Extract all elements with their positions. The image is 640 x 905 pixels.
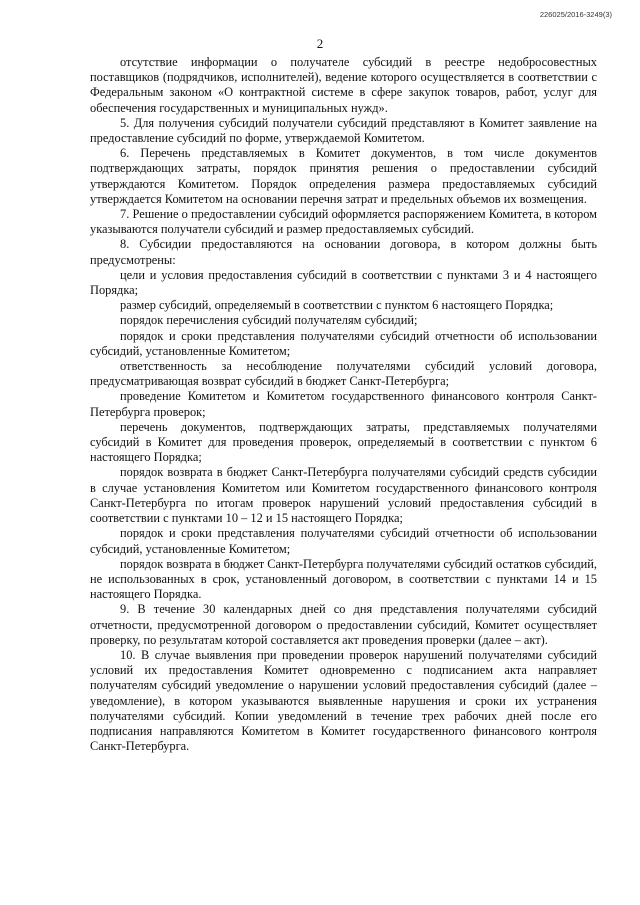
document-body xyxy=(90,55,597,754)
paragraph-5: 5. Для получения субсидий получатели субсидий представляют в Комитет заявление на предоставление субсидий по форме, утверждаемой Комитетом. xyxy=(90,115,597,146)
list-item: цели и условия предоставления субсидий в соответствии с пунктами 3 и 4 настоящего Порядка; xyxy=(90,267,597,298)
list-item: ответственность за несоблюдение получателями субсидий условий договора, предусматривающая возврат субсидий в бюджет Санкт-Петербурга; xyxy=(90,359,597,389)
paragraph-continuation: отсутствие информации о получателе субсидий в реестре недобросовестных поставщиков (подрядчиков, исполнителей), ведение которого осуществляется в соответствии с Федеральным законом «О контрактной системе в сфере закупок товаров, работ, услуг для обеспечения государственных и муниципальных нужд». xyxy=(90,55,597,115)
paragraph-8: 8. Субсидии предоставляются на основании договора, в котором должны быть предусмотрены: xyxy=(90,237,597,267)
list-item: порядок и сроки представления получателями субсидий отчетности об использовании субсидий, установленные Комитетом; xyxy=(90,328,597,358)
paragraph-10: 10. В случае выявления при проведении проверок нарушений получателями субсидий условий их предоставления Комитет одновременно с подписанием акта направляет получателям субсидий уведомление о нарушении условий предоставления субсидий (далее – уведомление), в котором указываются выявленные нарушения и сроки их устранения получателями субсидий. Копии уведомлений в течение трех рабочих дней после его подписания направляются Комитетом в Комитет государственного финансового контроля Санкт-Петербурга. xyxy=(90,647,597,754)
list-item: проведение Комитетом и Комитетом государственного финансового контроля Санкт-Петербурга проверок; xyxy=(90,389,597,419)
list-item: порядок возврата в бюджет Санкт-Петербурга получателями субсидий средств субсидии в случае установления Комитетом или Комитетом государственного финансового контроля Санкт-Петербурга по итогам проверок нарушений условий предоставления субсидий в соответствии с пунктами 10 – 12 и 15 настоящего Порядка; xyxy=(90,465,597,526)
list-item: порядок перечисления субсидий получателям субсидий; xyxy=(120,313,418,328)
list-item: размер субсидий, определяемый в соответствии с пунктом 6 настоящего Порядка; xyxy=(120,298,554,313)
paragraph-7: 7. Решение о предоставлении субсидий оформляется распоряжением Комитета, в котором указываются получатели субсидий и размер предоставляемых субсидий. xyxy=(90,207,597,237)
paragraph-9: 9. В течение 30 календарных дней со дня представления получателями субсидий отчетности, предусмотренной договором о предоставлении субсидий, Комитет осуществляет проверку, по результатам которой составляется акт проведения проверки (далее – акт). xyxy=(90,602,597,647)
document-id: 226025/2016-3249(3) xyxy=(539,10,612,19)
page-number: 2 xyxy=(316,36,324,51)
paragraph-6: 6. Перечень представляемых в Комитет документов, в том числе документов подтверждающих затраты, порядок принятия решения о предоставлении субсидий утверждаются Комитетом. Порядок определения размера предоставляемых субсидий утверждается Комитетом на основании перечня затрат и предельных объемов их возмещения. xyxy=(90,146,597,206)
list-item: порядок и сроки представления получателями субсидий отчетности об использовании субсидий, установленные Комитетом; xyxy=(90,526,597,556)
list-item: перечень документов, подтверждающих затраты, представляемых получателями субсидий в Комитет для проведения проверок, определяемый в соответствии с пунктом 6 настоящего Порядка; xyxy=(90,419,597,465)
list-item: порядок возврата в бюджет Санкт-Петербурга получателями субсидий остатков субсидий, не использованных в срок, установленный договором, в соответствии с пунктами 14 и 15 настоящего Порядка. xyxy=(90,556,597,602)
